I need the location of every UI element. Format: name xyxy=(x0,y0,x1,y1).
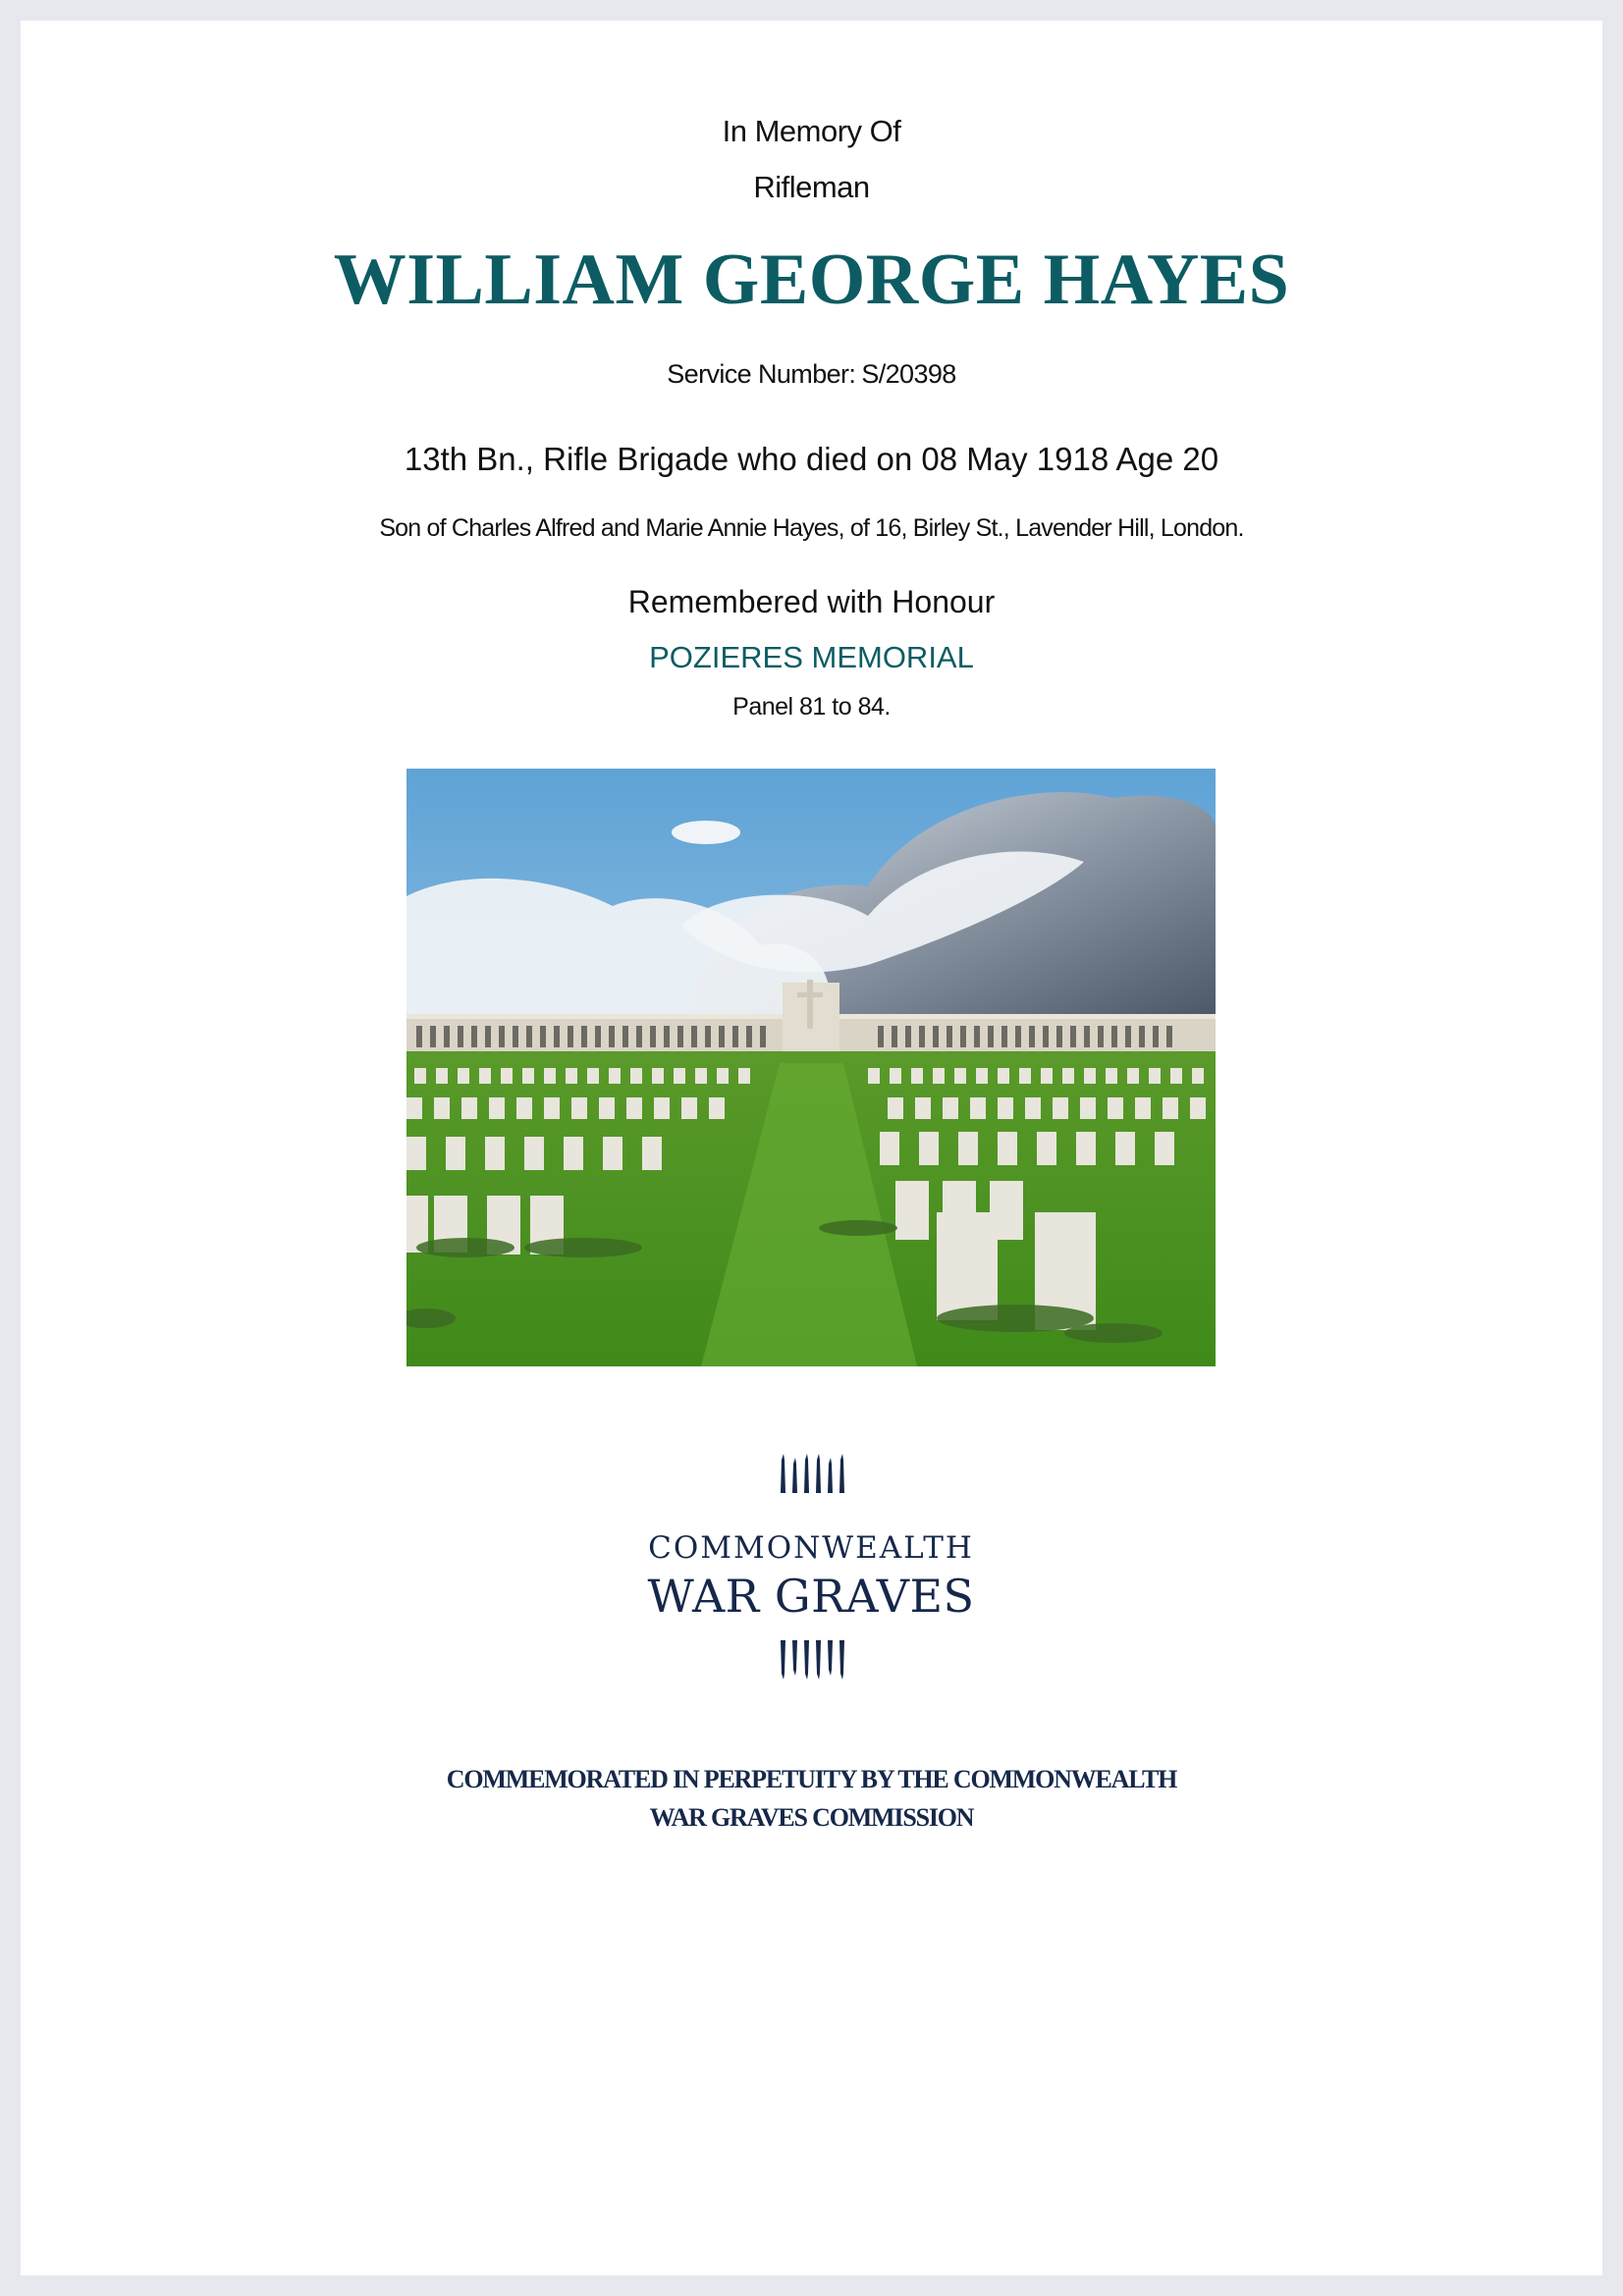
service-number: S/20398 xyxy=(861,359,956,389)
cwgc-logo xyxy=(624,1454,998,1689)
family-details: Son of Charles Alfred and Marie Annie Hayes, of 16, Birley St., Lavender Hill, London. xyxy=(379,514,1244,542)
unit-line: 13th Bn., Rifle Brigade who died on 08 May 1918 Age 20 xyxy=(404,441,1219,477)
remembered-line: Remembered with Honour xyxy=(627,584,996,619)
logo-bars-bottom-icon xyxy=(624,1640,998,1680)
rank: Rifleman xyxy=(753,170,870,204)
service-number-label: Service Number: xyxy=(667,359,856,389)
cemetery-photo xyxy=(406,769,1216,1366)
heading: In Memory Of xyxy=(722,114,901,148)
certificate-page xyxy=(21,21,1602,2275)
footer-line-2: WAR GRAVES COMMISSION xyxy=(649,1803,974,1832)
logo-line-2: WAR GRAVES xyxy=(647,1570,975,1623)
footer-line-1: COMMEMORATED IN PERPETUITY BY THE COMMONWEALTH xyxy=(446,1765,1177,1793)
logo-bars-top-icon xyxy=(624,1454,998,1493)
memorial-name: POZIERES MEMORIAL xyxy=(649,640,974,674)
logo-line-1: COMMONWEALTH xyxy=(648,1530,974,1566)
casualty-name: WILLIAM GEORGE HAYES xyxy=(333,240,1290,320)
service-number-line xyxy=(21,359,1602,390)
panel-reference: Panel 81 to 84. xyxy=(732,693,891,721)
